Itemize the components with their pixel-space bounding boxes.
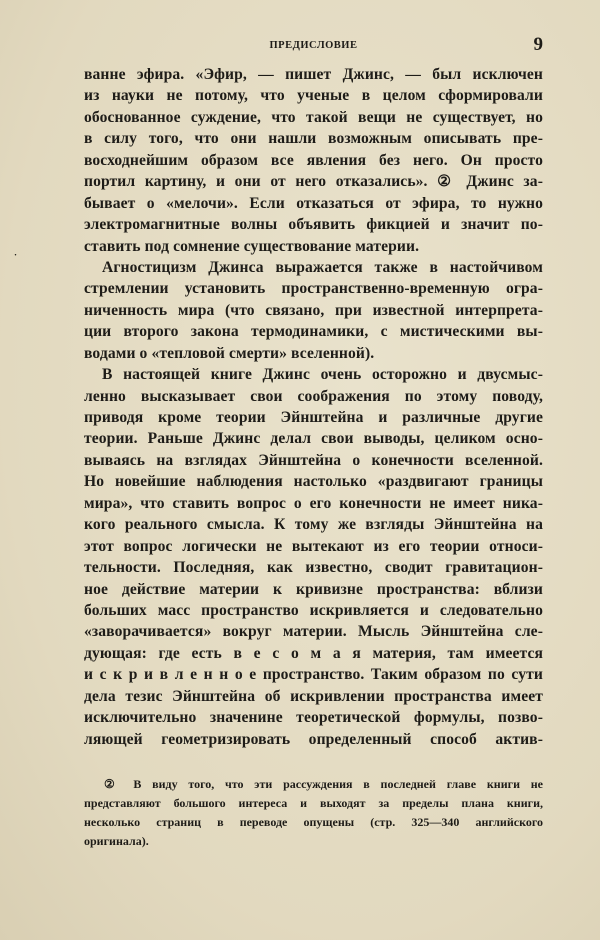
- text-line: электромагнитные волны объявить фикцией и значит по-: [84, 216, 543, 234]
- text-line: восходнейшим образом все явления без него. Он просто: [84, 151, 543, 169]
- text-line: больших масс пространство искривляется и следовательно: [84, 601, 543, 619]
- text-line: из науки не потому, что ученые в целом сформировали: [84, 87, 543, 105]
- text-line: портил картину, и они от него отказались». ② Джинс за-: [84, 173, 543, 191]
- text-line: ции второго закона термодинамики, с мистическими вы-: [84, 323, 543, 341]
- scan-speck: ·: [14, 250, 18, 260]
- text-line: приводя кроме теории Эйнштейна и различные другие: [84, 409, 543, 426]
- body-text: [84, 64, 543, 750]
- text-line: «заворачивается» вокруг материи. Мысль Эйнштейна сле-: [84, 623, 543, 641]
- text-line: бывает о «мелочи». Если отказаться от эфира, то нужно: [84, 194, 543, 212]
- footnote-line: ② В виду того, что эти рассуждения в последней главе книги не: [104, 777, 543, 791]
- footnote-line: оригинала).: [84, 834, 149, 848]
- text-line: этот вопрос логически не вытекают из его теории относи-: [84, 537, 543, 555]
- text-line: водами о «тепловой смерти» вселенной).: [84, 344, 375, 362]
- text-line: в силу того, что они нашли возможным описывать пре-: [84, 130, 543, 148]
- text-line: ванне эфира. «Эфир, — пишет Джинс, — был исключен: [84, 66, 543, 83]
- footnote-line: несколько страниц в переводе опущены (стр. 325—340 английского: [84, 815, 543, 829]
- text-line: Агностицизм Джинса выражается также в настойчивом: [102, 258, 543, 276]
- footnotes: [84, 775, 543, 851]
- text-line: стремлении установить пространственно-временную огра-: [84, 280, 543, 298]
- text-line: ставить под сомнение существование материи.: [84, 237, 420, 255]
- footnote-line: представляют большого интереса и выходят за пределы плана книги,: [84, 796, 543, 810]
- text-line: мира», что ставить вопрос о его конечности не имеет ника-: [84, 494, 543, 512]
- text-line: тельности. Последняя, как известно, сводит гравитацион-: [84, 559, 543, 577]
- text-line: ляющей геометризировать определенный способ актив-: [84, 730, 543, 748]
- text-line: ниченность мира (что связано, при известной интерпрета-: [84, 301, 543, 319]
- text-line: ленно высказывает свои соображения по этому поводу,: [84, 387, 543, 405]
- text-line: теории. Раньше Джинс делал свои выводы, целиком осно-: [84, 430, 543, 448]
- running-title: ПРЕДИСЛОВИЕ: [269, 40, 358, 51]
- text-line: В настоящей книге Джинс очень осторожно и двусмыс-: [102, 366, 543, 384]
- page-number: 9: [533, 34, 543, 55]
- text-line: кого реального смысла. К тому же взгляды Эйнштейна на: [84, 516, 543, 534]
- text-line: ное действие материи к кривизне пространства: вблизи: [84, 580, 543, 598]
- page-header: [84, 36, 543, 56]
- text-line: обоснованное суждение, что такой вещи не существует, но: [84, 108, 543, 126]
- text-line: дующая: где есть в е с о м а я материя, там имеется: [84, 644, 543, 662]
- text-line: вываясь на взглядах Эйнштейна о конечности вселенной.: [84, 451, 543, 469]
- text-line: дела тезис Эйнштейна об искривлении пространства имеет: [84, 687, 543, 705]
- text-line: исключительно значенине теоретической формулы, позво-: [84, 709, 543, 727]
- text-line: Но новейшие наблюдения настолько «раздвигают границы: [84, 473, 543, 491]
- text-line: и с к р и в л е н н о е пространство. Таким образом по сути: [84, 666, 543, 684]
